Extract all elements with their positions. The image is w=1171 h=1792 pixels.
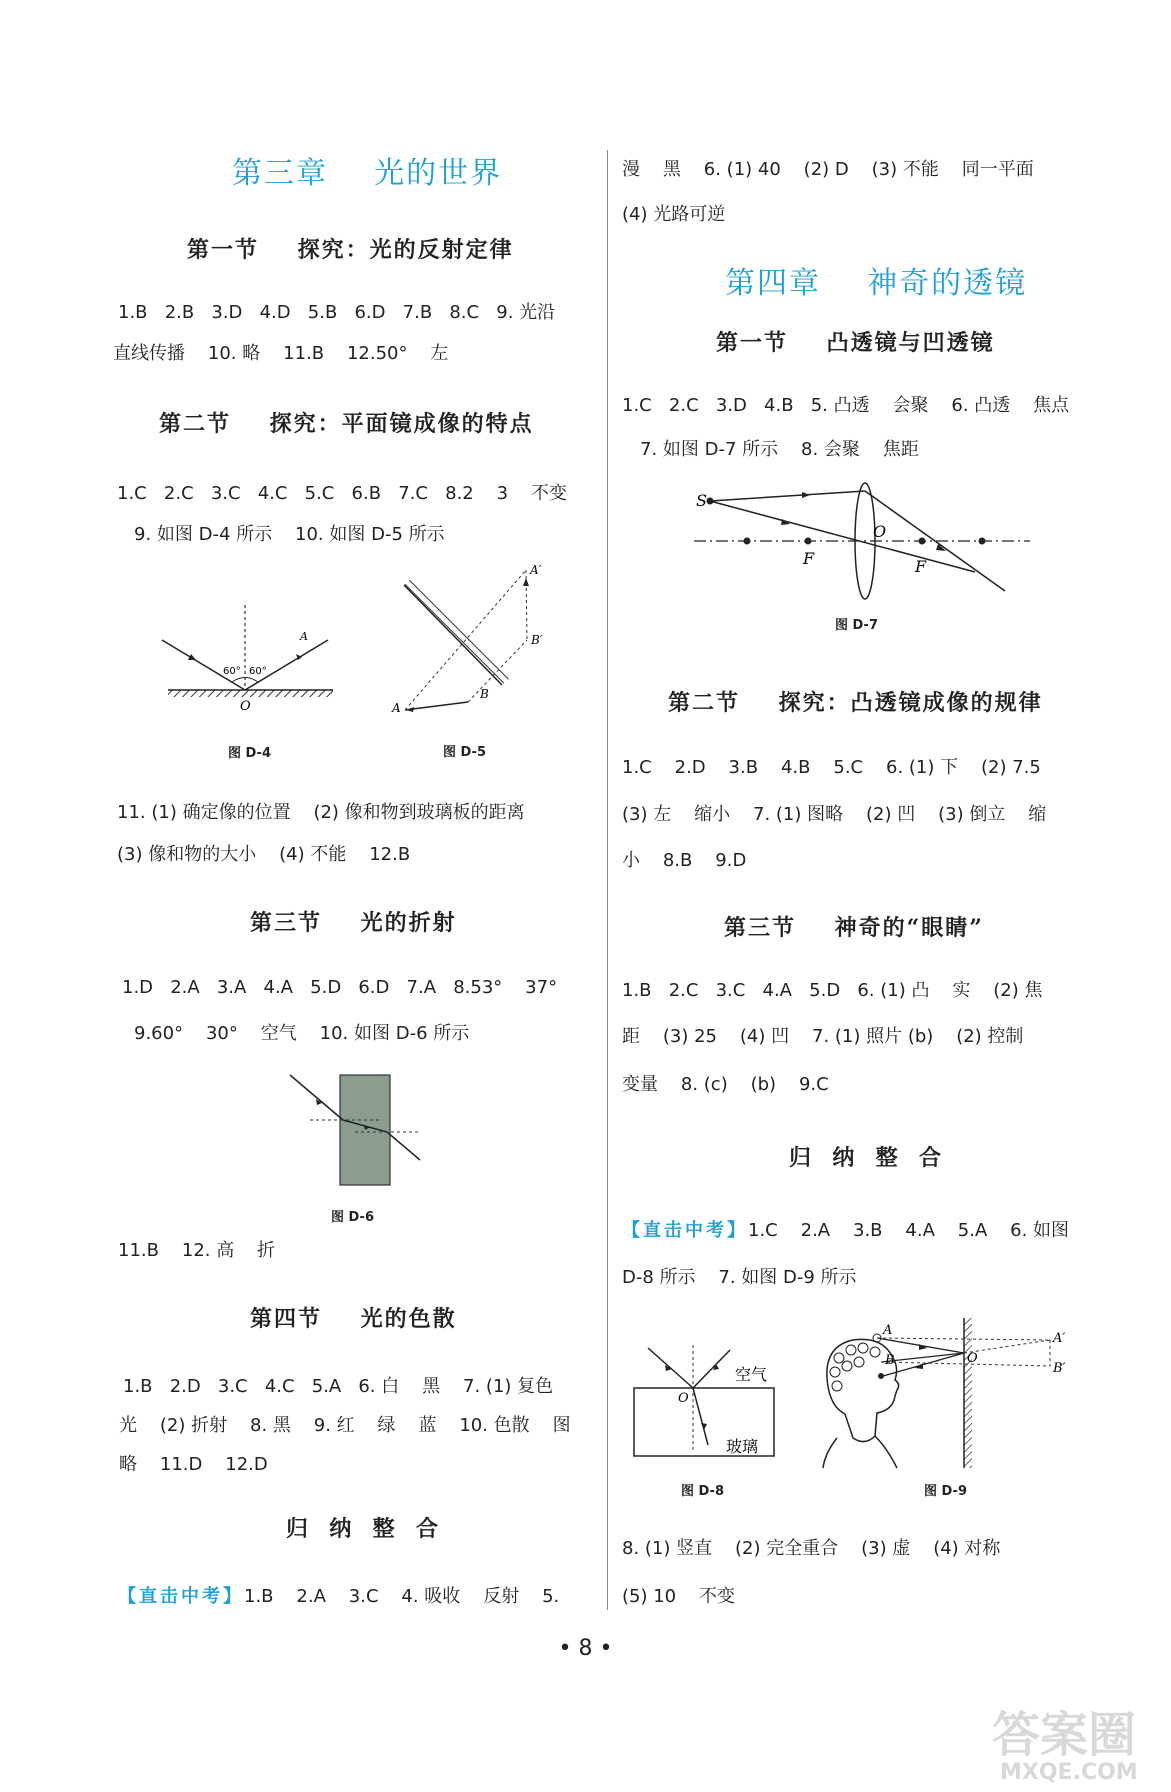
- point-label: O: [873, 522, 887, 541]
- point-label: O: [240, 699, 251, 714]
- point-label: B′: [531, 633, 543, 647]
- zhiji-zhongkao-tag: 【直击中考】: [118, 1586, 244, 1607]
- figure-d4: [160, 600, 340, 740]
- figure-caption: 图 D-9: [924, 1484, 967, 1499]
- figure-d8: [630, 1340, 780, 1460]
- answer-line: 1.D 2.A 3.A 4.A 5.D 6.D 7.A 8.53° 37°: [122, 977, 558, 998]
- answer-line: 变量 8. (c) (b) 9.C: [622, 1074, 829, 1095]
- point-label: A′: [530, 563, 542, 577]
- point-label: F: [803, 549, 815, 568]
- answer-line: (3) 左 缩小 7. (1) 图略 (2) 凹 (3) 倒立 缩: [622, 804, 1047, 825]
- point-label: A: [300, 630, 308, 643]
- answer-line: D-8 所示 7. 如图 D-9 所示: [622, 1267, 857, 1288]
- column-divider: [607, 150, 608, 1610]
- watermark-url: MXQE.COM: [1000, 1760, 1138, 1785]
- answer-line: 1.C 2.C 3.D 4.B 5. 凸透 会聚 6. 凸透 焦点: [622, 395, 1070, 416]
- answer-line: 1.C 2.C 3.C 4.C 5.C 6.B 7.C 8.2 3 不变: [117, 483, 567, 504]
- answer-text: 1.C 2.A 3.B 4.A 5.A 6. 如图: [748, 1220, 1070, 1241]
- answer-line: 略 11.D 12.D: [119, 1454, 268, 1475]
- answer-line: 9.60° 30° 空气 10. 如图 D-6 所示: [134, 1023, 470, 1044]
- answer-line: 9. 如图 D-4 所示 10. 如图 D-5 所示: [134, 524, 445, 545]
- figure-d5: [380, 560, 570, 735]
- point-label: F: [915, 557, 927, 576]
- figure-caption: 图 D-6: [331, 1210, 374, 1225]
- point-label: B′: [1053, 1361, 1066, 1376]
- section-2-title: 第二节 探究：凸透镜成像的规律: [668, 690, 1043, 716]
- answer-line: 1.C 2.D 3.B 4.B 5.C 6. (1) 下 (2) 7.5: [622, 757, 1041, 778]
- answer-line: 距 (3) 25 (4) 凹 7. (1) 照片 (b) (2) 控制: [622, 1026, 1024, 1047]
- answer-line: 11. (1) 确定像的位置 (2) 像和物到玻璃板的距离: [117, 802, 525, 823]
- angle-label: 60°: [249, 666, 267, 677]
- answer-line: [118, 1582, 559, 1608]
- figure-caption: 图 D-7: [835, 618, 878, 633]
- answer-line: 1.B 2.C 3.C 4.A 5.D 6. (1) 凸 实 (2) 焦: [622, 980, 1043, 1001]
- figure-d6: [280, 1065, 440, 1195]
- zhiji-zhongkao-tag: 【直击中考】: [622, 1220, 748, 1241]
- point-label: B: [480, 687, 489, 701]
- answer-line: (3) 像和物的大小 (4) 不能 12.B: [117, 844, 411, 865]
- answer-line: 8. (1) 竖直 (2) 完全重合 (3) 虚 (4) 对称: [622, 1538, 1001, 1559]
- chapter-3-title: 第三章 光的世界: [232, 156, 503, 191]
- figure-d9: [815, 1318, 1095, 1473]
- point-label: A: [392, 701, 401, 715]
- answer-line: 7. 如图 D-7 所示 8. 会聚 焦距: [640, 439, 919, 460]
- point-label: B: [885, 1353, 895, 1368]
- page-number: • 8 •: [558, 1636, 613, 1661]
- answer-line: 直线传播 10. 略 11.B 12.50° 左: [113, 343, 449, 364]
- figure-caption: 图 D-4: [228, 746, 271, 761]
- answer-text: 1.B 2.A 3.C 4. 吸收 反射 5.: [244, 1586, 560, 1607]
- section-1-title: 第一节 凸透镜与凹透镜: [716, 330, 995, 356]
- figure-caption: 图 D-8: [681, 1484, 724, 1499]
- summary-title: 归 纳 整 合: [789, 1145, 943, 1171]
- answer-line: 小 8.B 9.D: [622, 850, 747, 871]
- point-label: O: [967, 1351, 978, 1366]
- summary-title: 归 纳 整 合: [286, 1516, 440, 1542]
- figure-d7: [690, 478, 1030, 613]
- point-label: O: [678, 1391, 689, 1406]
- section-2-title: 第二节 探究：平面镜成像的特点: [159, 411, 534, 437]
- angle-label: 60°: [223, 666, 241, 677]
- point-label: A′: [1053, 1331, 1066, 1346]
- answer-line: 漫 黑 6. (1) 40 (2) D (3) 不能 同一平面: [622, 159, 1034, 180]
- point-label: A: [883, 1323, 893, 1338]
- watermark-logo: 答案圈: [992, 1707, 1137, 1763]
- answer-line: 1.B 2.D 3.C 4.C 5.A 6. 白 黑 7. (1) 复色: [123, 1376, 554, 1397]
- medium-label: 玻璃: [726, 1437, 759, 1456]
- answer-line: [622, 1216, 1069, 1242]
- answer-line: (5) 10 不变: [622, 1586, 736, 1607]
- answer-line: 光 (2) 折射 8. 黑 9. 红 绿 蓝 10. 色散 图: [119, 1415, 571, 1436]
- answer-line: 1.B 2.B 3.D 4.D 5.B 6.D 7.B 8.C 9. 光沿: [118, 302, 556, 323]
- medium-label: 空气: [735, 1365, 768, 1384]
- point-label: S: [696, 491, 707, 510]
- section-3-title: 第三节 光的折射: [250, 910, 457, 936]
- section-3-title: 第三节 神奇的“眼睛”: [724, 915, 984, 941]
- section-1-title: 第一节 探究：光的反射定律: [187, 237, 514, 263]
- chapter-4-title: 第四章 神奇的透镜: [725, 266, 1028, 301]
- answer-line: 11.B 12. 高 折: [118, 1240, 276, 1261]
- answer-line: (4) 光路可逆: [622, 204, 726, 225]
- figure-caption: 图 D-5: [443, 745, 486, 760]
- section-4-title: 第四节 光的色散: [250, 1306, 457, 1332]
